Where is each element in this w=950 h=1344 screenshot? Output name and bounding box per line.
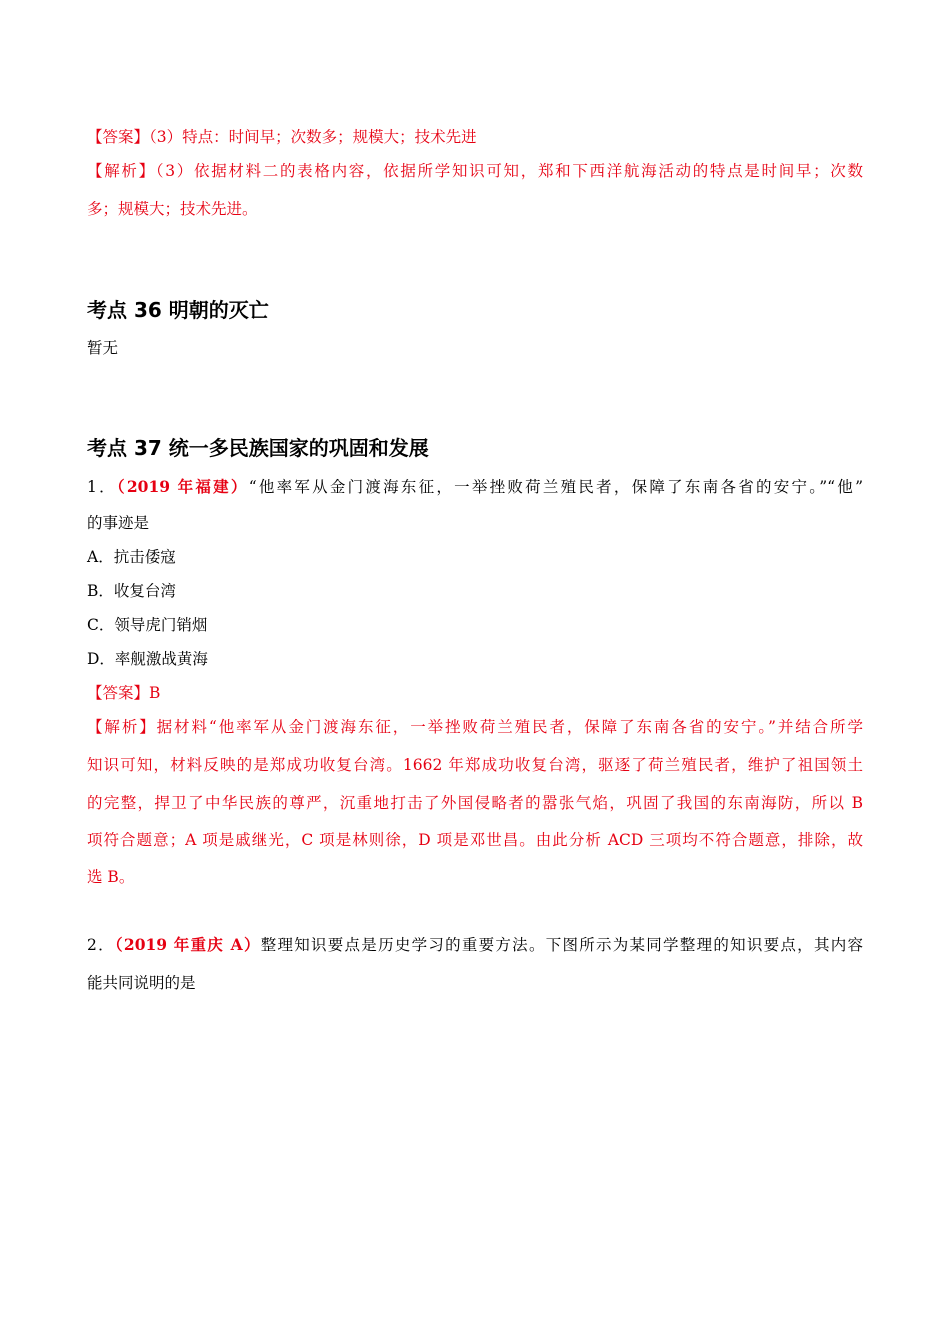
q2-number: 2． [87,936,115,954]
q1-stem-line-2: 的事迹是 [87,514,150,532]
analysis-tag: 【解析】 [87,162,156,180]
answer-text: （3）特点：时间早；次数多；规模大；技术先进 [149,128,477,146]
q1-option-c: C．领导虎门销烟 [87,616,208,634]
prev-analysis-line-2: 多；规模大；技术先进。 [87,200,258,218]
q2-source: （2019 年重庆 A） [114,935,261,954]
section-36-title: 考点 36 明朝的灭亡 [87,298,269,322]
q1-analysis-line-4: 项符合题意；A 项是戚继光，C 项是林则徐，D 项是邓世昌。由此分析 ACD 三项均不符合题意，排除，故 [87,831,863,849]
answer-tag: 【答案】 [87,128,150,146]
q1-number: 1． [87,478,117,496]
q2-stem-line-1 [87,935,863,955]
q1-option-d: D．率舰激战黄海 [87,650,208,668]
q1-answer [87,683,863,703]
q1-option-a: A．抗击倭寇 [87,548,176,566]
q2-stem-line-2: 能共同说明的是 [87,974,196,992]
q1-analysis-line-1 [87,717,863,737]
prev-analysis-line-1 [87,161,863,181]
q1-source: （2019 年福建） [116,477,249,496]
q1-analysis-line-2: 知识可知，材料反映的是郑成功收复台湾。1662 年郑成功收复台湾，驱逐了荷兰殖民者，维护了祖国领土 [87,756,863,774]
analysis-text-1: （3）依据材料二的表格内容，依据所学知识可知，郑和下西洋航海活动的特点是时间早；次数 [155,162,863,180]
q1-stem-text-1: “他率军从金门渡海东征，一举挫败荷兰殖民者，保障了东南各省的安宁。”“他” [248,478,863,496]
prev-answer-line [87,127,863,147]
q1-stem-line-1 [87,477,863,497]
q2-stem-text-1: 整理知识要点是历史学习的重要方法。下图所示为某同学整理的知识要点，其内容 [260,936,863,954]
q1-analysis-text-1: 据材料“他率军从金门渡海东征，一举挫败荷兰殖民者，保障了东南各省的安宁。”并结合所学 [156,718,863,736]
q1-analysis-line-3: 的完整，捍卫了中华民族的尊严，沉重地打击了外国侵略者的嚣张气焰，巩固了我国的东南海防，所以 B [87,794,863,812]
q1-analysis-tag: 【解析】 [87,718,157,736]
section-37-title: 考点 37 统一多民族国家的巩固和发展 [87,436,429,460]
q1-answer-value: B [149,684,161,702]
q1-answer-tag: 【答案】 [87,684,150,702]
q1-analysis-line-5: 选 B。 [87,868,135,886]
section-36-content: 暂无 [87,339,119,357]
q1-option-b: B．收复台湾 [87,582,176,600]
